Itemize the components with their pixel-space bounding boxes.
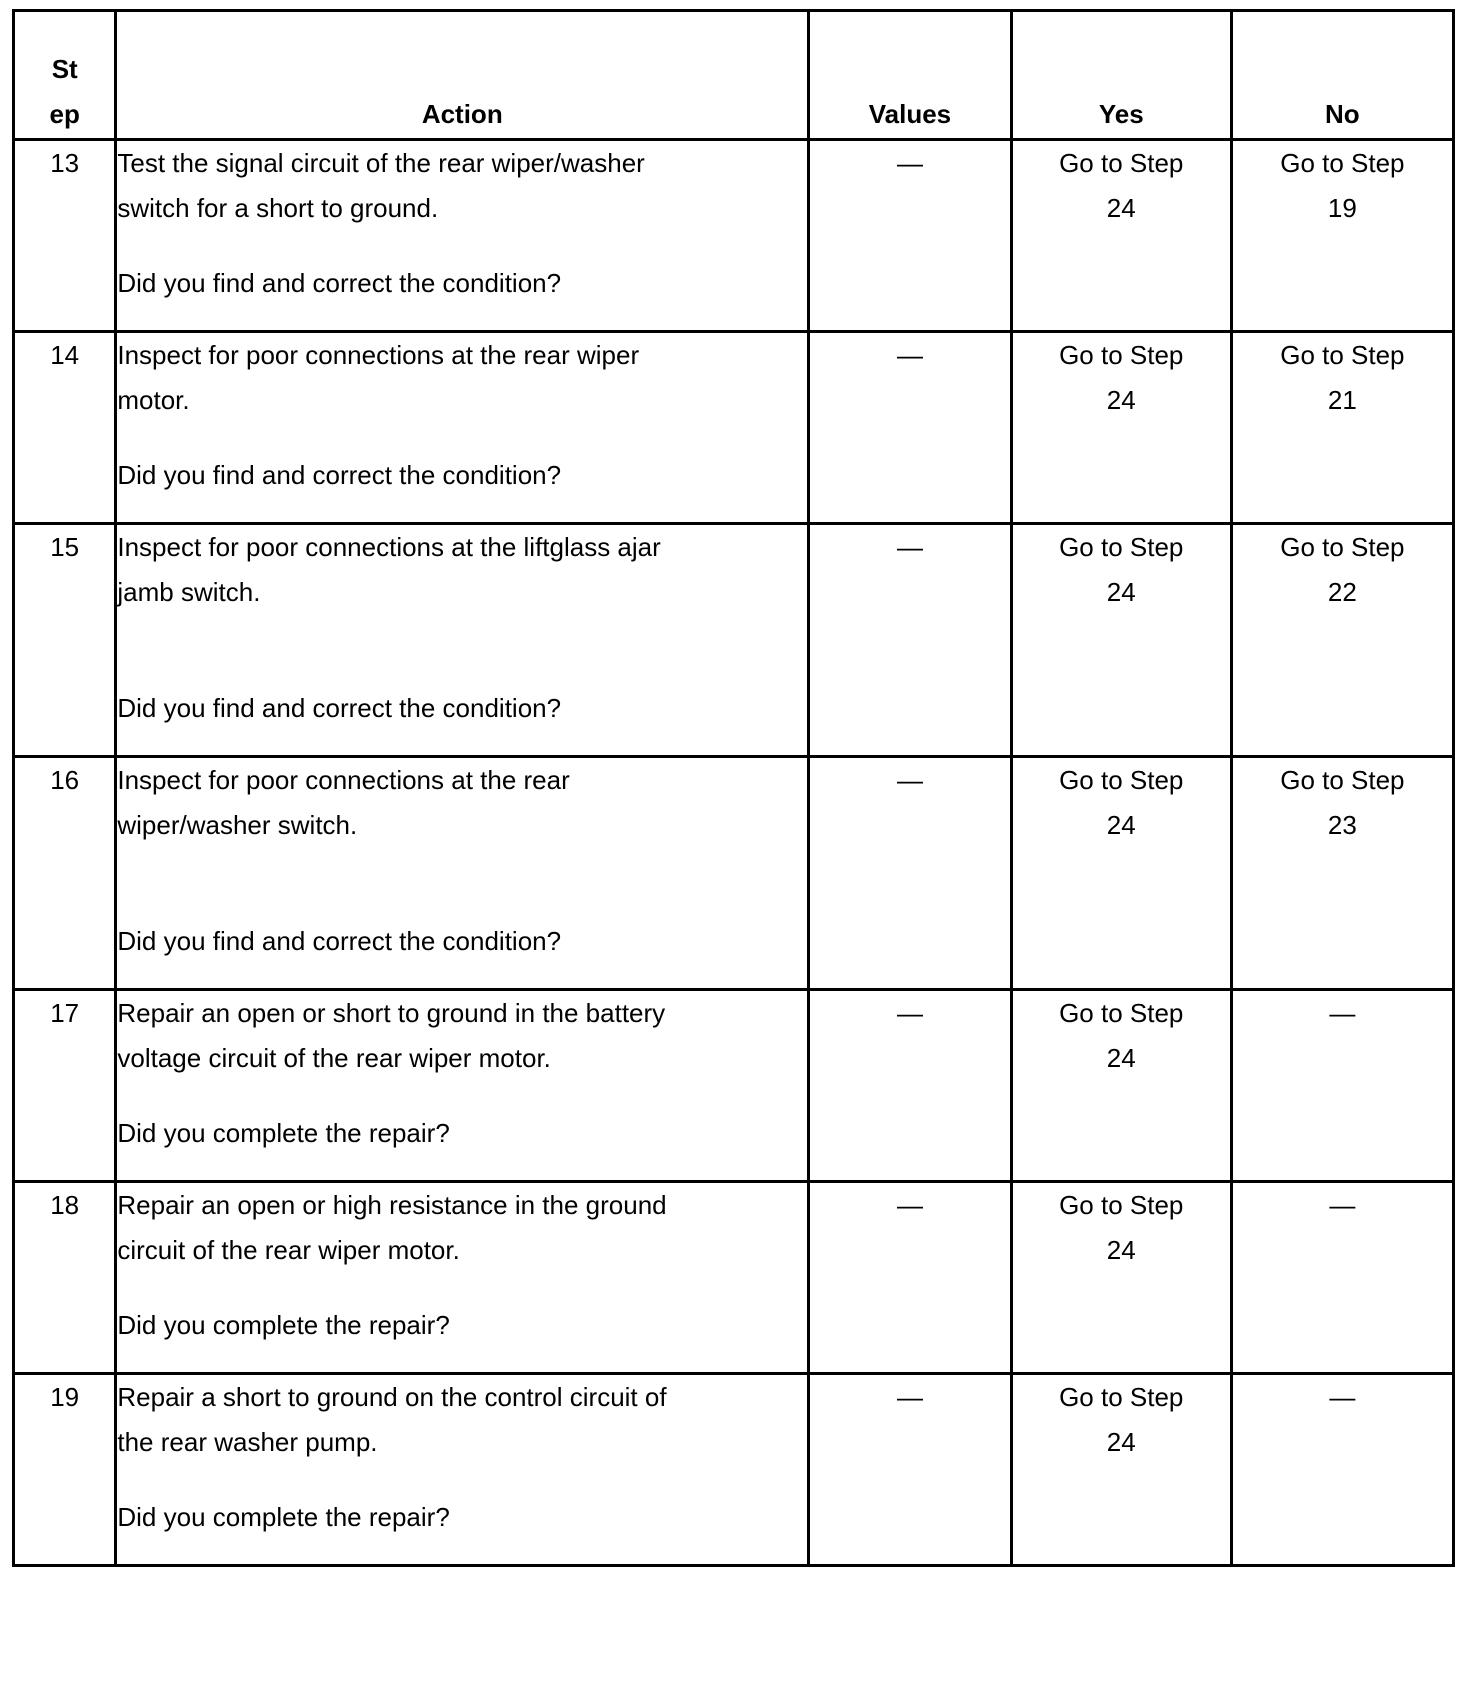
no-dash: — bbox=[1329, 1382, 1356, 1412]
values-dash: — bbox=[896, 340, 923, 370]
step-number: 17 bbox=[14, 990, 116, 1182]
step-header-line2: ep bbox=[49, 99, 80, 129]
yes-goto-step: 24 bbox=[1106, 1235, 1136, 1265]
step-number: 14 bbox=[14, 332, 116, 524]
no-cell bbox=[1231, 140, 1453, 332]
action-cell bbox=[116, 524, 809, 757]
yes-cell bbox=[1011, 757, 1231, 990]
yes-header: Yes bbox=[1011, 11, 1231, 140]
yes-goto-step: 24 bbox=[1106, 193, 1136, 223]
values-dash: — bbox=[896, 148, 923, 178]
action-cell bbox=[116, 1374, 809, 1566]
no-cell bbox=[1231, 757, 1453, 990]
yes-cell bbox=[1011, 332, 1231, 524]
action-line: Test the signal circuit of the rear wiper/washer bbox=[117, 148, 645, 178]
action-text bbox=[117, 1183, 807, 1273]
action-line: voltage circuit of the rear wiper motor. bbox=[117, 1043, 551, 1073]
yes-goto-step: 24 bbox=[1106, 577, 1136, 607]
yes-goto-label: Go to Step bbox=[1059, 1190, 1184, 1220]
action-cell bbox=[116, 990, 809, 1182]
step-number: 13 bbox=[14, 140, 116, 332]
action-line: motor. bbox=[117, 385, 190, 415]
diagnostic-table bbox=[12, 9, 1455, 1567]
values-cell bbox=[809, 1374, 1012, 1566]
no-cell bbox=[1231, 990, 1453, 1182]
action-question: Did you find and correct the condition? bbox=[117, 926, 562, 956]
action-text bbox=[117, 758, 807, 848]
values-dash: — bbox=[896, 532, 923, 562]
action-line: Inspect for poor connections at the rear wiper bbox=[117, 340, 640, 370]
action-question: Did you find and correct the condition? bbox=[117, 268, 562, 298]
table-row bbox=[14, 990, 1454, 1182]
values-cell bbox=[809, 524, 1012, 757]
table-row bbox=[14, 524, 1454, 757]
values-cell bbox=[809, 1182, 1012, 1374]
table-row bbox=[14, 140, 1454, 332]
action-question: Did you find and correct the condition? bbox=[117, 693, 562, 723]
action-question: Did you complete the repair? bbox=[117, 1310, 450, 1340]
action-line: wiper/washer switch. bbox=[117, 810, 358, 840]
action-cell bbox=[116, 332, 809, 524]
table-row bbox=[14, 1182, 1454, 1374]
action-line: switch for a short to ground. bbox=[117, 193, 439, 223]
no-goto-label: Go to Step bbox=[1280, 340, 1405, 370]
yes-goto-label: Go to Step bbox=[1059, 532, 1184, 562]
values-cell bbox=[809, 990, 1012, 1182]
no-header: No bbox=[1231, 11, 1453, 140]
table-row bbox=[14, 332, 1454, 524]
action-line: Repair an open or short to ground in the battery bbox=[117, 998, 666, 1028]
action-line: Repair a short to ground on the control circuit of bbox=[117, 1382, 667, 1412]
action-text bbox=[117, 333, 807, 423]
values-dash: — bbox=[896, 765, 923, 795]
action-line: jamb switch. bbox=[117, 577, 261, 607]
no-cell bbox=[1231, 1374, 1453, 1566]
no-cell bbox=[1231, 524, 1453, 757]
action-cell bbox=[116, 1182, 809, 1374]
action-text bbox=[117, 525, 807, 615]
action-text bbox=[117, 991, 807, 1081]
yes-goto-label: Go to Step bbox=[1059, 340, 1184, 370]
action-question: Did you find and correct the condition? bbox=[117, 460, 562, 490]
no-goto-label: Go to Step bbox=[1280, 148, 1405, 178]
action-cell bbox=[116, 140, 809, 332]
yes-cell bbox=[1011, 524, 1231, 757]
action-question: Did you complete the repair? bbox=[117, 1502, 450, 1532]
step-number: 18 bbox=[14, 1182, 116, 1374]
step-number: 16 bbox=[14, 757, 116, 990]
header-row bbox=[14, 11, 1454, 140]
values-header: Values bbox=[809, 11, 1012, 140]
no-dash: — bbox=[1329, 998, 1356, 1028]
values-cell bbox=[809, 332, 1012, 524]
action-text bbox=[117, 141, 807, 231]
action-line: the rear washer pump. bbox=[117, 1427, 378, 1457]
table-row bbox=[14, 1374, 1454, 1566]
action-line: circuit of the rear wiper motor. bbox=[117, 1235, 460, 1265]
yes-goto-step: 24 bbox=[1106, 1043, 1136, 1073]
yes-goto-step: 24 bbox=[1106, 1427, 1136, 1457]
no-goto-step: 23 bbox=[1327, 810, 1357, 840]
action-question: Did you complete the repair? bbox=[117, 1118, 450, 1148]
no-cell bbox=[1231, 1182, 1453, 1374]
yes-goto-step: 24 bbox=[1106, 385, 1136, 415]
step-number: 15 bbox=[14, 524, 116, 757]
no-goto-step: 22 bbox=[1327, 577, 1357, 607]
yes-goto-label: Go to Step bbox=[1059, 148, 1184, 178]
action-header: Action bbox=[116, 11, 809, 140]
values-dash: — bbox=[896, 998, 923, 1028]
action-cell bbox=[116, 757, 809, 990]
values-cell bbox=[809, 140, 1012, 332]
yes-cell bbox=[1011, 140, 1231, 332]
no-goto-label: Go to Step bbox=[1280, 532, 1405, 562]
step-header bbox=[14, 11, 116, 140]
yes-goto-label: Go to Step bbox=[1059, 1382, 1184, 1412]
step-header-line1: St bbox=[51, 54, 78, 84]
values-dash: — bbox=[896, 1190, 923, 1220]
step-number: 19 bbox=[14, 1374, 116, 1566]
yes-cell bbox=[1011, 1182, 1231, 1374]
yes-goto-label: Go to Step bbox=[1059, 998, 1184, 1028]
action-line: Inspect for poor connections at the rear bbox=[117, 765, 570, 795]
values-dash: — bbox=[896, 1382, 923, 1412]
no-cell bbox=[1231, 332, 1453, 524]
no-goto-step: 19 bbox=[1327, 193, 1357, 223]
action-line: Repair an open or high resistance in the ground bbox=[117, 1190, 667, 1220]
table-row bbox=[14, 757, 1454, 990]
no-dash: — bbox=[1329, 1190, 1356, 1220]
values-cell bbox=[809, 757, 1012, 990]
no-goto-step: 21 bbox=[1327, 385, 1357, 415]
action-text bbox=[117, 1375, 807, 1465]
yes-goto-step: 24 bbox=[1106, 810, 1136, 840]
yes-cell bbox=[1011, 990, 1231, 1182]
yes-cell bbox=[1011, 1374, 1231, 1566]
no-goto-label: Go to Step bbox=[1280, 765, 1405, 795]
yes-goto-label: Go to Step bbox=[1059, 765, 1184, 795]
action-line: Inspect for poor connections at the liftglass ajar bbox=[117, 532, 661, 562]
